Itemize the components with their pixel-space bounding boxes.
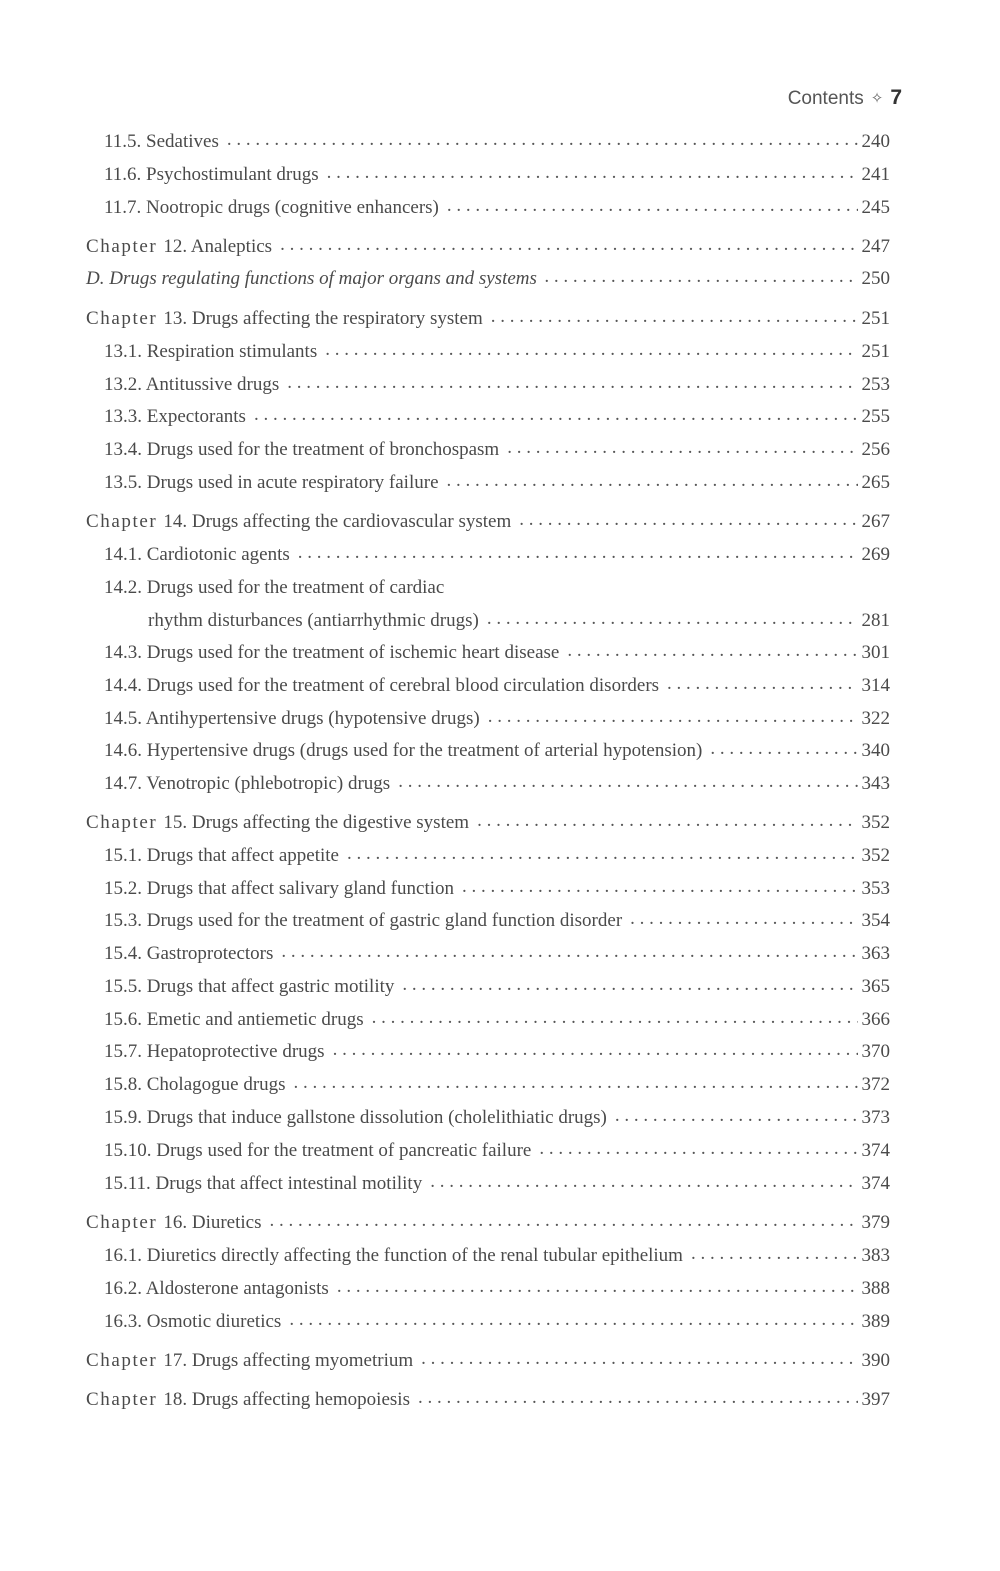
- toc-entry-label: 14.5. Antihypertensive drugs (hypotensive drugs): [104, 708, 480, 729]
- toc-entry-page: 373: [861, 1107, 890, 1128]
- toc-entry-page: 255: [861, 406, 890, 427]
- page-number: 7: [890, 86, 902, 109]
- toc-entry-label: 12. Analeptics: [163, 236, 273, 257]
- toc-entry-page: 366: [861, 1009, 890, 1030]
- dot-leader: [667, 672, 857, 696]
- toc-entry-page: 353: [861, 878, 890, 899]
- chapter-word: Chapter: [86, 511, 158, 532]
- toc-chapter-12[interactable]: [86, 235, 890, 259]
- toc-entry-16-2[interactable]: [86, 1277, 890, 1301]
- dot-leader: [691, 1242, 858, 1266]
- chapter-word: Chapter: [86, 812, 158, 833]
- toc-entry-page: 363: [861, 943, 890, 964]
- chapter-word: Chapter: [86, 1212, 158, 1233]
- toc-entry-page: 390: [861, 1350, 890, 1371]
- toc-entry-11-6[interactable]: [86, 163, 890, 187]
- dot-leader: [347, 842, 858, 866]
- dot-leader: [398, 770, 857, 794]
- toc-entry-page: 251: [861, 308, 890, 329]
- toc-entry-label: 13.2. Antitussive drugs: [104, 374, 280, 395]
- toc-entry-page: 388: [861, 1278, 890, 1299]
- dot-leader: [507, 436, 857, 460]
- dot-leader: [487, 607, 858, 631]
- toc-entry-page: 322: [861, 708, 890, 729]
- toc-entry-page: 281: [861, 610, 890, 631]
- toc-entry-label: 15.8. Cholagogue drugs: [104, 1074, 286, 1095]
- toc-entry-page: 240: [861, 131, 890, 152]
- toc-entry-page: 374: [861, 1173, 890, 1194]
- dot-leader: [491, 305, 858, 329]
- toc-chapter-15[interactable]: [86, 811, 890, 835]
- toc-entry-label: 15.3. Drugs used for the treatment of gastric gland function disorder: [104, 910, 623, 931]
- toc-entry-page: 340: [861, 740, 890, 761]
- toc-entry-page: 314: [861, 675, 890, 696]
- toc-entry-13-5[interactable]: [86, 471, 890, 495]
- toc-entry-14-2[interactable]: [86, 609, 890, 633]
- toc-entry-13-2[interactable]: [86, 373, 890, 397]
- toc-entry-page: 372: [861, 1074, 890, 1095]
- toc-entry-14-2-line1[interactable]: 14.2. Drugs used for the treatment of cardiac: [104, 577, 445, 598]
- toc-entry-15-6[interactable]: [86, 1008, 890, 1032]
- dot-leader: [298, 541, 858, 565]
- dot-leader: [280, 233, 857, 257]
- toc-entry-label: 15.5. Drugs that affect gastric motility: [104, 976, 395, 997]
- dot-leader: [477, 809, 857, 833]
- toc-entry-label: 13.3. Expectorants: [104, 406, 246, 427]
- toc-entry-page: 397: [861, 1389, 890, 1410]
- dot-leader: [402, 973, 857, 997]
- toc-entry-label: 11.5. Sedatives: [104, 131, 219, 152]
- toc-entry-page: 374: [861, 1140, 890, 1161]
- toc-entry-label: 14.1. Cardiotonic agents: [104, 544, 290, 565]
- dot-leader: [447, 194, 858, 218]
- toc-entry-label: 13.1. Respiration stimulants: [104, 341, 318, 362]
- dot-leader: [630, 907, 857, 931]
- dot-leader: [281, 940, 857, 964]
- dot-leader: [337, 1275, 858, 1299]
- dot-leader: [227, 128, 858, 152]
- toc-chapter-14[interactable]: [86, 510, 890, 534]
- toc-entry-label: 13.4. Drugs used for the treatment of bronchospasm: [104, 439, 500, 460]
- toc-entry-14-7[interactable]: [86, 772, 890, 796]
- toc-entry-label: 14. Drugs affecting the cardiovascular system: [163, 511, 512, 532]
- toc-entry-11-5[interactable]: [86, 130, 890, 154]
- chapter-word: Chapter: [86, 236, 158, 257]
- toc-chapter-16[interactable]: [86, 1211, 890, 1235]
- toc-entry-page: 383: [861, 1245, 890, 1266]
- dot-leader: [519, 508, 857, 532]
- dot-leader: [418, 1386, 858, 1410]
- toc-entry-label: 15.10. Drugs used for the treatment of pancreatic failure: [104, 1140, 532, 1161]
- dot-leader: [488, 705, 858, 729]
- toc-entry-label: 13. Drugs affecting the respiratory system: [163, 308, 483, 329]
- toc-entry-page: 354: [861, 910, 890, 931]
- toc-entry-page: 301: [861, 642, 890, 663]
- chapter-word: Chapter: [86, 1350, 158, 1371]
- toc-entry-label: 15.4. Gastroprotectors: [104, 943, 274, 964]
- toc-entry-14-3[interactable]: [86, 641, 890, 665]
- toc-entry-label: 15.2. Drugs that affect salivary gland function: [104, 878, 454, 899]
- toc-chapter-13[interactable]: [86, 307, 890, 331]
- dot-leader: [289, 1308, 857, 1332]
- toc-entry-page: 379: [861, 1212, 890, 1233]
- toc-entry-15-11[interactable]: [86, 1172, 890, 1196]
- toc-entry-page: 352: [861, 845, 890, 866]
- toc-entry-15-2[interactable]: [86, 877, 890, 901]
- toc-entry-15-9[interactable]: [86, 1106, 890, 1130]
- diamond-separator-icon: ✧: [870, 90, 884, 107]
- dot-leader: [430, 1170, 857, 1194]
- chapter-word: Chapter: [86, 1389, 158, 1410]
- toc-entry-page: 352: [861, 812, 890, 833]
- toc-entry-15-1[interactable]: [86, 844, 890, 868]
- toc-entry-11-7[interactable]: [86, 196, 890, 220]
- toc-entry-15-5[interactable]: [86, 975, 890, 999]
- toc-entry-page: 370: [861, 1041, 890, 1062]
- toc-entry-13-4[interactable]: [86, 438, 890, 462]
- table-of-contents: [86, 0, 890, 1571]
- toc-entry-label: 16. Diuretics: [163, 1212, 262, 1233]
- toc-entry-15-8[interactable]: [86, 1073, 890, 1097]
- toc-entry-label: 14.4. Drugs used for the treatment of cerebral blood circulation disorders: [104, 675, 660, 696]
- toc-entry-14-5[interactable]: [86, 707, 890, 731]
- dot-leader: [539, 1137, 857, 1161]
- toc-entry-label: 15.1. Drugs that affect appetite: [104, 845, 339, 866]
- toc-entry-label: 11.7. Nootropic drugs (cognitive enhancers): [104, 197, 439, 218]
- toc-entry-page: 269: [861, 544, 890, 565]
- dot-leader: [545, 265, 858, 289]
- toc-entry-label: rhythm disturbances (antiarrhythmic drugs): [148, 610, 479, 631]
- toc-part-d[interactable]: [86, 267, 890, 291]
- toc-entry-label: 15.7. Hepatoprotective drugs: [104, 1041, 325, 1062]
- toc-entry-16-3[interactable]: [86, 1310, 890, 1334]
- toc-entry-page: 365: [861, 976, 890, 997]
- toc-entry-label: 15.11. Drugs that affect intestinal motility: [104, 1173, 423, 1194]
- toc-entry-label: 16.2. Aldosterone antagonists: [104, 1278, 329, 1299]
- toc-entry-label: 16.1. Diuretics directly affecting the function of the renal tubular epithelium: [104, 1245, 683, 1266]
- toc-entry-13-3[interactable]: [86, 405, 890, 429]
- toc-entry-page: 245: [861, 197, 890, 218]
- toc-entry-page: 241: [861, 164, 890, 185]
- dot-leader: [372, 1006, 858, 1030]
- toc-entry-label: 17. Drugs affecting myometrium: [163, 1350, 414, 1371]
- dot-leader: [254, 403, 858, 427]
- dot-leader: [710, 737, 857, 761]
- toc-entry-15-7[interactable]: [86, 1040, 890, 1064]
- toc-entry-label: 15. Drugs affecting the digestive system: [163, 812, 470, 833]
- dot-leader: [270, 1209, 858, 1233]
- dot-leader: [325, 338, 857, 362]
- toc-entry-page: 256: [861, 439, 890, 460]
- toc-entry-14-1[interactable]: [86, 543, 890, 567]
- toc-entry-page: 247: [861, 236, 890, 257]
- toc-entry-label: 11.6. Psychostimulant drugs: [104, 164, 319, 185]
- toc-entry-14-6[interactable]: [86, 739, 890, 763]
- toc-chapter-18[interactable]: [86, 1388, 890, 1412]
- toc-chapter-17[interactable]: [86, 1349, 890, 1373]
- dot-leader: [462, 875, 858, 899]
- toc-entry-page: 250: [861, 268, 890, 289]
- toc-entry-13-1[interactable]: [86, 340, 890, 364]
- toc-entry-label: 15.6. Emetic and antiemetic drugs: [104, 1009, 364, 1030]
- toc-entry-page: 343: [861, 773, 890, 794]
- toc-entry-page: 251: [861, 341, 890, 362]
- header-title: Contents: [787, 88, 864, 109]
- toc-entry-15-4[interactable]: [86, 942, 890, 966]
- dot-leader: [333, 1038, 858, 1062]
- chapter-word: Chapter: [86, 308, 158, 329]
- toc-entry-label: 18. Drugs affecting hemopoiesis: [163, 1389, 410, 1410]
- toc-entry-label: 13.5. Drugs used in acute respiratory failure: [104, 472, 439, 493]
- toc-entry-15-3[interactable]: [86, 909, 890, 933]
- toc-entry-label: 14.7. Venotropic (phlebotropic) drugs: [104, 773, 391, 794]
- toc-entry-label: 15.9. Drugs that induce gallstone dissolution (cholelithiatic drugs): [104, 1107, 607, 1128]
- dot-leader: [294, 1071, 858, 1095]
- dot-leader: [327, 161, 858, 185]
- toc-entry-page: 389: [861, 1311, 890, 1332]
- toc-entry-15-10[interactable]: [86, 1139, 890, 1163]
- dot-leader: [287, 371, 857, 395]
- toc-entry-16-1[interactable]: [86, 1244, 890, 1268]
- toc-entry-label: 16.3. Osmotic diuretics: [104, 1311, 282, 1332]
- toc-entry-label: 14.6. Hypertensive drugs (drugs used for the treatment of arterial hypotension): [104, 740, 703, 761]
- dot-leader: [567, 639, 857, 663]
- toc-entry-label: 14.3. Drugs used for the treatment of ischemic heart disease: [104, 642, 560, 663]
- toc-entry-page: 267: [861, 511, 890, 532]
- toc-entry-page: 265: [861, 472, 890, 493]
- toc-entry-label: D. Drugs regulating functions of major organs and systems: [86, 268, 537, 289]
- toc-entry-page: 253: [861, 374, 890, 395]
- toc-entry-14-4[interactable]: [86, 674, 890, 698]
- dot-leader: [447, 469, 858, 493]
- dot-leader: [421, 1347, 857, 1371]
- dot-leader: [615, 1104, 858, 1128]
